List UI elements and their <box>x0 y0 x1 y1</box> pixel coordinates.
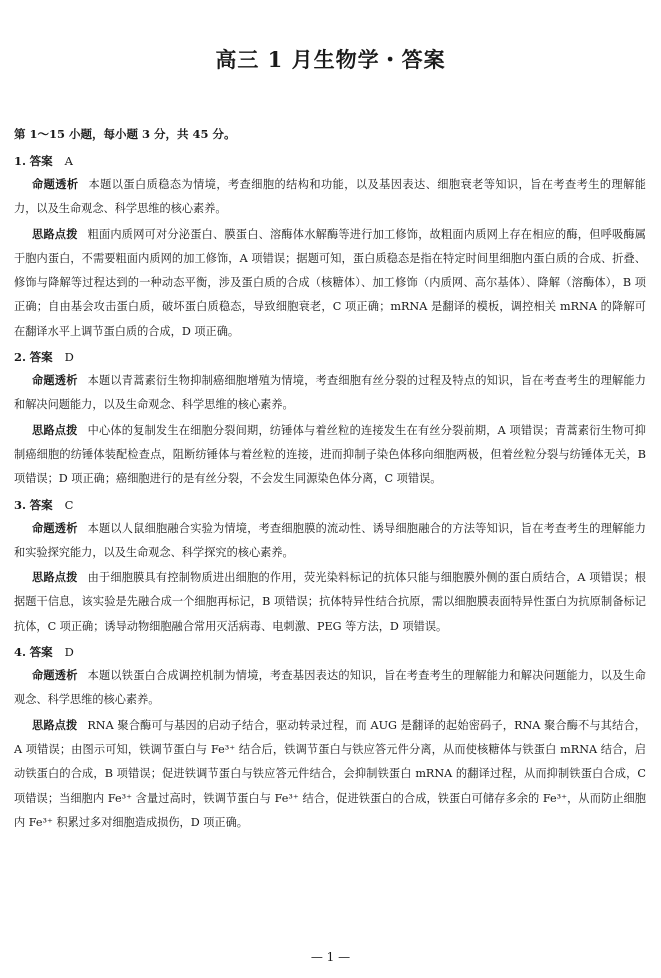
question-number: 3. <box>14 497 27 512</box>
hint-paragraph <box>14 565 646 639</box>
question-block <box>14 150 646 344</box>
hint-paragraph <box>14 418 646 492</box>
hint-text: 中心体的复制发生在细胞分裂间期，纺锤体与着丝粒的连接发生在有丝分裂前期，A 项错误；青蒿素衍生物可抑制癌细胞的纺锤体装配检查点，阻断纺锤体与着丝粒的连接，进而抑制子染色体移向细胞两极，但着丝粒分裂与纺锤体无关，B 项错误；D 项正确；癌细胞进行的是有丝分裂，不会发生同源染色体分离，C 项错误。 <box>14 423 646 486</box>
question-number: 2. <box>14 350 27 365</box>
analysis-paragraph <box>14 172 646 222</box>
analysis-label: 命题透析 <box>32 177 79 191</box>
answer-label: 答案 <box>29 154 53 168</box>
answer-value: D <box>64 645 74 660</box>
hint-paragraph <box>14 222 646 344</box>
hint-text: 粗面内质网可对分泌蛋白、膜蛋白、溶酶体水解酶等进行加工修饰，故粗面内质网上存在相应的酶，但呼吸酶属于胞内蛋白，不需要粗面内质网的加工修饰，A 项错误；据题可知，蛋白质稳态是指在特定时间里细胞内蛋白质的合成、折叠、修饰与降解等过程达到的一种动态平衡，涉及蛋白质的合成（核糖体）、加工修饰（内质网、高尔基体）、降解（溶酶体），B 项正确；自由基会攻击蛋白质，破坏蛋白质稳态，导致细胞衰老，C 项正确；mRNA 是翻译的模板，调控相关 mRNA 的降解可在翻译水平上调节蛋白质的合成，D 项正确。 <box>14 227 646 338</box>
answer-label: 答案 <box>29 497 53 512</box>
analysis-label: 命题透析 <box>32 373 78 388</box>
page-title: 高三 1 月生物学・答案 <box>215 47 446 72</box>
question-answer-line <box>14 641 646 663</box>
analysis-label: 命题透析 <box>32 668 78 683</box>
hint-label: 思路点拨 <box>32 422 78 437</box>
question-answer-line <box>14 494 646 516</box>
analysis-paragraph <box>14 663 646 713</box>
question-answer-line <box>14 346 646 368</box>
question-number: 1. <box>14 154 27 168</box>
question-answer-line <box>14 150 646 172</box>
analysis-text: 本题以蛋白质稳态为情境，考查细胞的结构和功能，以及基因表达、细胞衰老等知识，旨在考查考生的理解能力，以及生命观念、科学思维的核心素养。 <box>14 178 646 216</box>
question-number: 4. <box>14 645 27 660</box>
hint-text: RNA 聚合酶可与基因的启动子结合，驱动转录过程，而 AUG 是翻译的起始密码子，RNA 聚合酶不与其结合，A 项错误；由图示可知，铁调节蛋白与 Fe³⁺ 结合后，铁调节蛋白与铁应答元件分离，从而使核糖体与铁蛋白 mRNA 结合，启动铁蛋白的合成，B 项错误；促进铁调节蛋白与铁应答元件结合，会抑制铁蛋白 mRNA 的翻译过程，从而抑制铁蛋白合成，C 项错误；当细胞内 Fe³⁺ 含量过高时，铁调节蛋白与 Fe³⁺ 结合，促进铁蛋白的合成，铁蛋白可储存多余的 Fe³⁺，从而防止细胞内 Fe³⁺ 积累过多对细胞造成损伤，D 项正确。 <box>14 718 646 829</box>
hint-label: 思路点拨 <box>32 226 78 241</box>
hint-paragraph <box>14 713 646 835</box>
section-heading: 第 1～15 小题，每小题 3 分，共 45 分。 <box>14 127 236 141</box>
analysis-text: 本题以青蒿素衍生物抑制癌细胞增殖为情境，考查细胞有丝分裂的过程及特点的知识，旨在考查考生的理解能力和解决问题能力，以及生命观念、科学思维的核心素养。 <box>14 374 646 412</box>
analysis-label: 命题透析 <box>32 520 78 535</box>
hint-text: 由于细胞膜具有控制物质进出细胞的作用，荧光染料标记的抗体只能与细胞膜外侧的蛋白质结合，A 项错误；根据题干信息，该实验是先融合成一个细胞再标记，B 项错误；抗体特异性结合抗原，需以细胞膜表面特异性蛋白为抗原制备标记抗体，C 项正确；诱导动物细胞融合常用灭活病毒、电刺激、PEG 等方法，D 项错误。 <box>14 571 646 633</box>
answer-value: A <box>64 154 73 168</box>
question-block <box>14 641 646 835</box>
answer-label: 答案 <box>29 350 53 365</box>
answer-value: D <box>64 350 74 365</box>
questions-list <box>14 150 646 835</box>
analysis-text: 本题以人鼠细胞融合实验为情境，考查细胞膜的流动性、诱导细胞融合的方法等知识，旨在考查考生的理解能力和实验探究能力，以及生命观念、科学探究的核心素养。 <box>14 521 646 559</box>
page-number: — 1 — <box>310 950 351 964</box>
answer-value: C <box>64 497 74 512</box>
hint-label: 思路点拨 <box>32 570 78 585</box>
question-block <box>14 494 646 639</box>
analysis-paragraph <box>14 368 646 418</box>
analysis-paragraph <box>14 516 646 566</box>
question-block <box>14 346 646 491</box>
hint-label: 思路点拨 <box>32 717 78 732</box>
analysis-text: 本题以铁蛋白合成调控机制为情境，考查基因表达的知识，旨在考查考生的理解能力和解决问题能力，以及生命观念、科学思维的核心素养。 <box>14 669 646 707</box>
answer-label: 答案 <box>29 645 53 660</box>
